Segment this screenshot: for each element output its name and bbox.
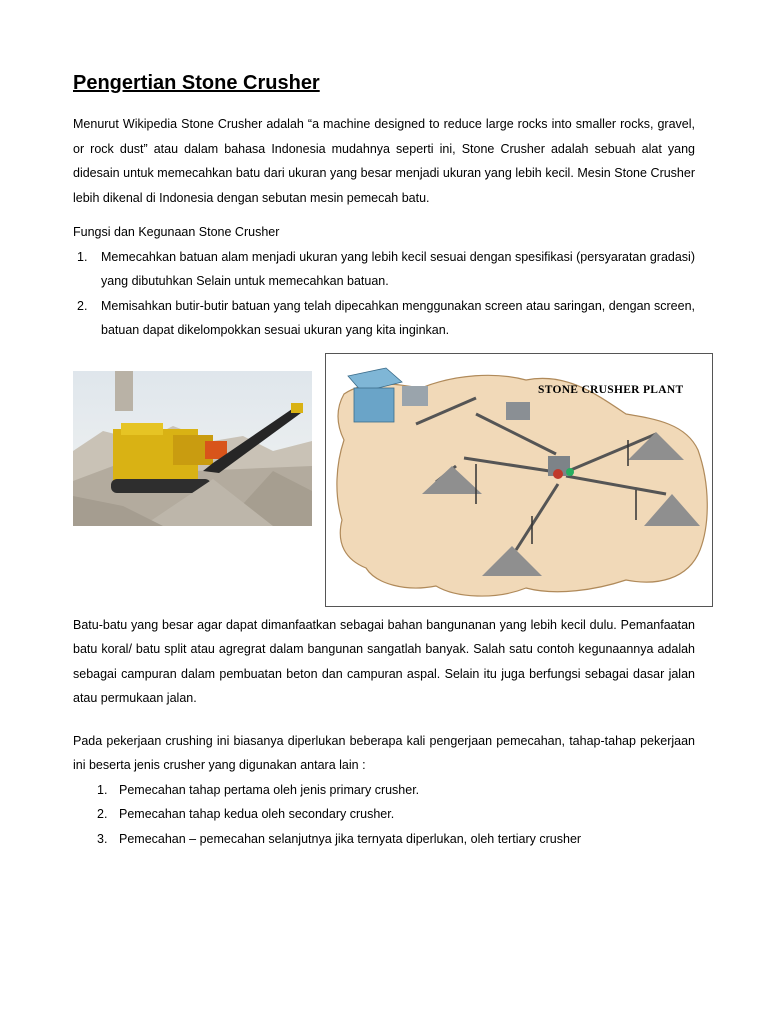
list-item (73, 827, 695, 852)
stone-crusher-plant-diagram (325, 353, 713, 607)
page-title: Pengertian Stone Crusher (73, 72, 320, 94)
functions-heading: Fungsi dan Kegunaan Stone Crusher (73, 225, 280, 239)
stages-list (73, 778, 695, 852)
diagram-title: STONE CRUSHER PLANT (538, 383, 684, 396)
crusher-photo-image (73, 371, 312, 526)
list-number: 1. (97, 782, 108, 797)
list-text: Pemecahan tahap kedua oleh secondary crusher. (119, 807, 395, 821)
list-number: 3. (97, 831, 108, 846)
images-row (73, 353, 695, 609)
usage-paragraph: Batu-batu yang besar agar dapat dimanfaatkan sebagai bahan bangunanan yang lebih kecil dulu. Pemanfaatan batu koral/ batu split atau agregrat dalam bangunan sangatlah banyak. Salah satu contoh kegunaannya adalah sebagai campuran dalam pembuatan beton dan campuran aspal. Selain itu juga berfungsi sebagai dasar jalan atau permukaan jalan. (73, 617, 695, 705)
list-text: Memisahkan butir-butir batuan yang telah dipecahkan menggunakan screen atau saringan, dengan screen, batuan dapat dikelompokkan sesuai ukuran yang kita inginkan. (101, 298, 695, 337)
intro-paragraph: Menurut Wikipedia Stone Crusher adalah “a machine designed to reduce large rocks into smaller rocks, gravel, or rock dust” atau dalam bahasa Indonesia mudahnya seperti ini, Stone Crusher adalah sebuah alat yang didesain untuk memecahkan batu dari ukuran yang besar menjadi ukuran yang lebih kecil. Mesin Stone Crusher lebih dikenal di Indonesia dengan sebutan mesin pemecah batu. (73, 117, 695, 205)
list-item (73, 802, 695, 827)
list-text: Pemecahan – pemecahan selanjutnya jika ternyata diperlukan, oleh tertiary crusher (119, 831, 582, 846)
list-item (73, 778, 695, 803)
list-text: Memecahkan batuan alam menjadi ukuran yang lebih kecil sesuai dengan spesifikasi (persyaratan gradasi) yang dibutuhkan Selain untuk memecahkan batuan. (101, 249, 695, 288)
document-page (73, 70, 695, 851)
crusher-photo (73, 371, 312, 526)
list-number: 2. (77, 298, 88, 313)
functions-list (73, 245, 695, 343)
list-item (73, 294, 695, 343)
stages-paragraph: Pada pekerjaan crushing ini biasanya diperlukan beberapa kali pengerjaan pemecahan, tahap-tahap pekerjaan ini beserta jenis crusher yang digunakan antara lain : (73, 733, 695, 772)
list-text: Pemecahan tahap pertama oleh jenis primary crusher. (119, 782, 420, 797)
list-number: 2. (97, 807, 108, 821)
list-item (73, 245, 695, 294)
list-number: 1. (77, 249, 88, 264)
